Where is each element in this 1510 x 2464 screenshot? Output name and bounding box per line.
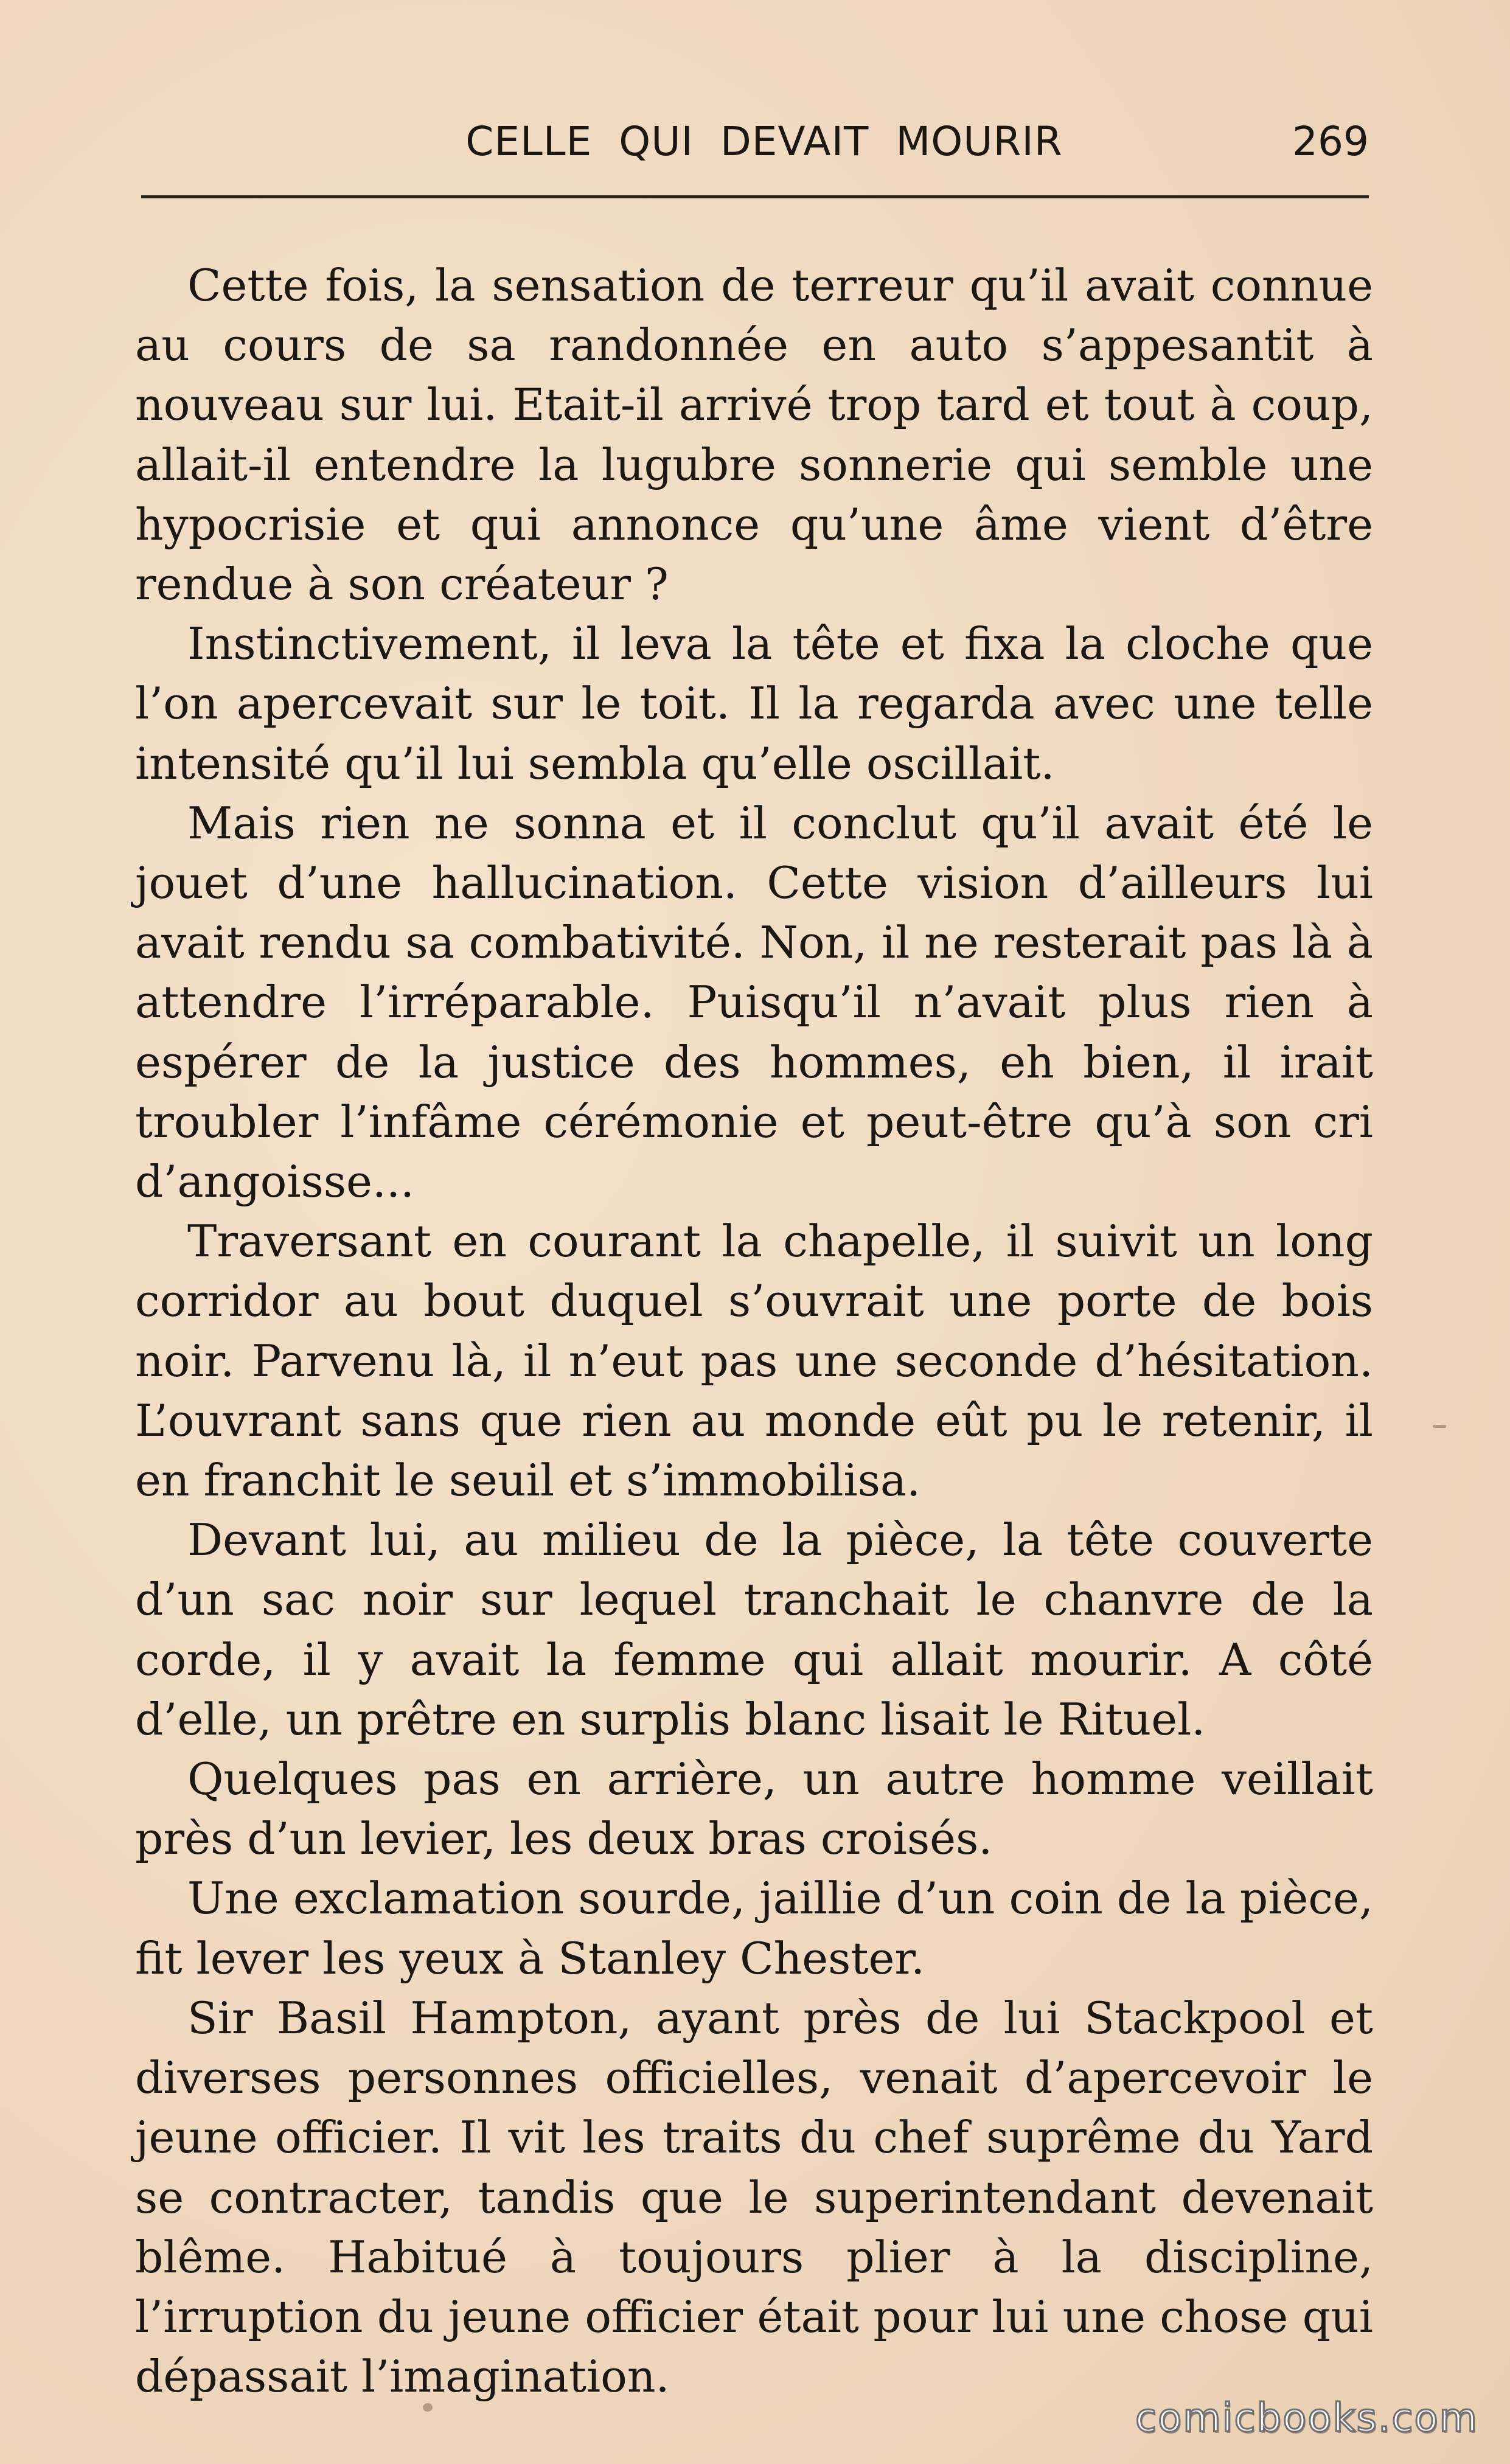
body-text [135, 256, 1373, 2407]
paper-speck [1433, 1425, 1446, 1428]
paragraph: Cette fois, la sensation de terreur qu’il avait connue au cours de sa randonnée en auto s’appesantit à nouveau sur lui. Etait-il arrivé trop tard et tout à coup, allait-il entendre la lugubre sonnerie qui semble une hypocrisie et qui annonce qu’une âme vient d’être rendue à son créateur ? [135, 260, 1373, 611]
paragraph: Mais rien ne sonna et il conclut qu’il avait été le jouet d’une hallucination. Cette vision d’ailleurs lui avait rendu sa combativité. Non, il ne resterait pas là à attendre l’irréparable. Puisqu’il n’avait plus rien à espérer de la justice des hommes, eh bien, il irait troubler l’infâme cérémonie et peut-être qu’à son cri d’angoisse... [135, 798, 1373, 1208]
paragraph: Quelques pas en arrière, un autre homme veillait près d’un levier, les deux bras croisés. [135, 1754, 1373, 1865]
paragraph: Sir Basil Hampton, ayant près de lui Stackpool et diverses personnes officielles, venait d’apercevoir le jeune officier. Il vit les traits du chef suprême du Yard se contracter, tandis que le superintendant devenait blême. Habitué à toujours plier à la discipline, l’irruption du jeune officier était pour lui une chose qui dépassait l’imagination. [135, 1992, 1373, 2403]
page-number: 269 [1292, 118, 1369, 165]
running-head [141, 108, 1369, 175]
paper-speck [423, 2403, 433, 2412]
paragraph: Une exclamation sourde, jaillie d’un coin de la pièce, fit lever les yeux à Stanley Chester. [135, 1873, 1373, 1985]
running-title: CELLE QUI DEVAIT MOURIR [465, 118, 1063, 165]
paragraph: Devant lui, au milieu de la pièce, la tête couverte d’un sac noir sur lequel tranchait le chanvre de la corde, il y avait la femme qui allait mourir. A côté d’elle, un prêtre en surplis blanc lisait le Rituel. [135, 1515, 1373, 1745]
paragraph: Traversant en courant la chapelle, il suivit un long corridor au bout duquel s’ouvrait une porte de bois noir. Parvenu là, il n’eut pas une seconde d’hésitation. L’ouvrant sans que rien au monde eût pu le retenir, il en franchit le seuil et s’immobilisa. [135, 1216, 1373, 1507]
header-rule [141, 195, 1369, 198]
watermark-logo: comicbooks.com [1135, 2396, 1478, 2441]
paragraph: Instinctivement, il leva la tête et fixa la cloche que l’on apercevait sur le toit. Il la regarda avec une telle intensité qu’il lui sembla qu’elle oscillait. [135, 619, 1373, 790]
